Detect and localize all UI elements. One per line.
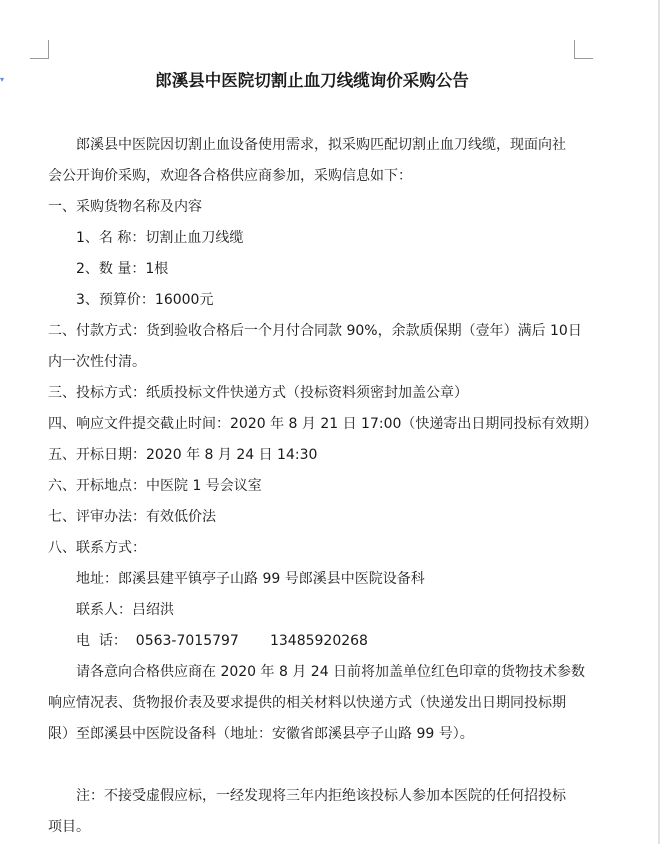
opening-location: 六、开标地点：中医院 1 号会议室 <box>48 478 262 494</box>
submission-notice-line-1: 请各意向合格供应商在 2020 年 8 月 24 日前将加盖单位红色印章的货物技术参数 <box>76 664 586 680</box>
page-corner-marker-top-right <box>574 40 593 59</box>
ruler-triangle-icon: ▾ <box>0 75 5 84</box>
note-line-2: 项目。 <box>48 819 90 835</box>
note-line-1: 注：不接受虚假应标，一经发现将三年内拒绝该投标人参加本医院的任何招投标 <box>76 788 566 804</box>
section-goods-heading: 一、采购货物名称及内容 <box>48 199 202 215</box>
contact-address: 地址：郎溪县建平镇亭子山路 99 号郎溪县中医院设备科 <box>76 571 425 587</box>
contact-phone: 电 话： 0563-7015797 13485920268 <box>76 633 368 649</box>
goods-quantity: 2、数 量：1根 <box>76 261 169 277</box>
payment-terms-line-2: 内一次性付清。 <box>48 354 146 370</box>
goods-name: 1、名 称：切割止血刀线缆 <box>76 230 244 246</box>
goods-budget: 3、预算价：16000元 <box>76 292 214 308</box>
payment-terms-line-1: 二、付款方式：货到验收合格后一个月付合同款 90%，余款质保期（壹年）满后 10日 <box>48 323 582 339</box>
intro-line-2: 会公开询价采购，欢迎各合格供应商参加，采购信息如下： <box>48 168 412 184</box>
evaluation-method: 七、评审办法：有效低价法 <box>48 509 216 525</box>
contact-heading: 八、联系方式： <box>48 540 146 556</box>
intro-line-1: 郎溪县中医院因切割止血设备使用需求，拟采购匹配切割止血刀线缆，现面向社 <box>76 137 566 153</box>
document-title: 郎溪县中医院切割止血刀线缆询价采购公告 <box>155 71 469 90</box>
contact-person: 联系人：吕绍洪 <box>76 602 174 618</box>
bidding-method: 三、投标方式：纸质投标文件快递方式（投标资料须密封加盖公章） <box>48 385 468 401</box>
submission-notice-line-2: 响应情况表、货物报价表及要求提供的相关材料以快递方式（快递发出日期同投标期 <box>48 695 566 711</box>
submission-notice-line-3: 限）至郎溪县中医院设备科（地址：安徽省郎溪县亭子山路 99 号）。 <box>48 726 474 742</box>
document-page <box>48 66 598 843</box>
page-corner-marker-top-left <box>30 40 49 59</box>
submission-deadline: 四、响应文件提交截止时间：2020 年 8 月 21 日 17:00（快递寄出日期同投标有效期） <box>48 416 598 432</box>
opening-date: 五、开标日期：2020 年 8 月 24 日 14:30 <box>48 447 318 463</box>
